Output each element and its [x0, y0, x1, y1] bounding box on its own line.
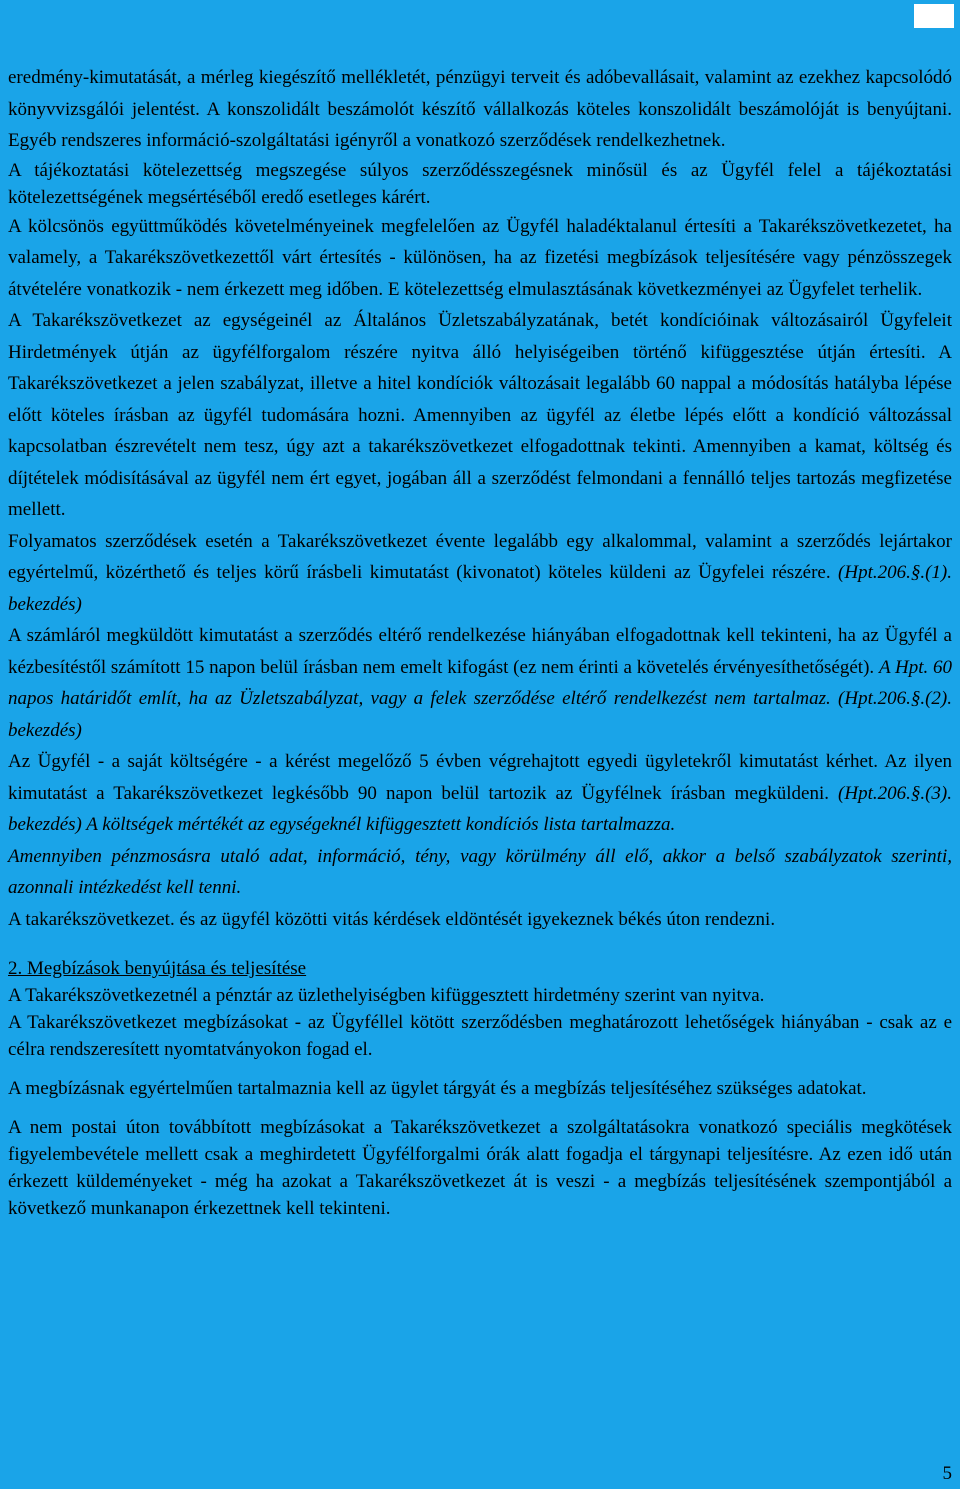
- page-number: 5: [942, 1463, 952, 1484]
- section-spacer: [8, 935, 952, 955]
- corner-marker-box: [914, 4, 954, 28]
- paragraph-client-cost-statement: [8, 746, 952, 841]
- paragraph-money-laundering: Amennyiben pénzmosásra utaló adat, információ, tény, vagy körülmény áll elő, akkor a belső szabályzatok szerinti, azonnali intézkedést kell tenni.: [8, 845, 952, 898]
- client-cost-note: (Hpt.206.§.(3). bekezdés) A költségek mértékét az egységeknél kifüggesztett kondíciós lista tartalmazza.: [8, 782, 952, 835]
- paragraph-order-timing: A nem postai úton továbbított megbízásokat a Takarékszövetkezet a szolgáltatásokra vonatkozó speciális megkötések figyelembevétele mellett csak a meghirdetett Ügyfélforgalmi órák alatt fogadja el tárgynapi teljesítésre. Az ezen idő után érkezett küldeményeket - még ha azokat a Takarékszövetkezet át is veszi - a megbízás teljesítésének szempontjából a következő munkanapon érkezettnek kell tekinteni.: [8, 1117, 952, 1219]
- paragraph-account-statement: [8, 620, 952, 746]
- paragraph-dispute-resolution: A takarékszövetkezet. és az ügyfél közötti vitás kérdések eldöntését igyekeznek békés úton rendezni.: [8, 908, 776, 930]
- paragraph-reporting-obligations: eredmény-kimutatását, a mérleg kiegészítő mellékletét, pénzügyi terveit és adóbevallásait, valamint az ezekhez kapcsolódó könyvvizsgálói jelentést. A konszolidált beszámolót készítő vállalkozás köteles konszolidált beszámolóját is benyújtani. Egyéb rendszeres információ-szolgáltatási igényről a vonatkozó szerződések rendelkezhetnek.: [8, 67, 952, 151]
- paragraph-spacer: [8, 1102, 952, 1114]
- account-statement-text: A számláról megküldött kimutatást a szerződés eltérő rendelkezése hiányában elfogadottnak kell tekinteni, ha az Ügyfél a kézbesítéstől számított 15 napon belül írásban nem emelt kifogást (ez nem érinti a követelés érvényesíthetőségét).: [8, 625, 952, 678]
- paragraph-continuous-contracts: [8, 526, 952, 621]
- paragraph-information-breach: A tájékoztatási kötelezettség megszegése súlyos szerződésszegésnek minősül és az Ügyfél felel a tájékoztatási kötelezettségének megsértéséből eredő esetleges kárért.: [8, 159, 952, 208]
- account-statement-note: A Hpt. 60 napos határidőt említ, ha az Üzletszabályzat, vagy a felek szerződése eltérő rendelkezést nem tartalmaz. (Hpt.206.§.(2). bekezdés): [8, 656, 952, 741]
- paragraph-condition-changes: A Takarékszövetkezet az egységeinél az Általános Üzletszabályzatának, betét kondícióinak változásairól Ügyfeleit Hirdetmények útján az ügyfélforgalom részére nyitva álló helyiségeiben történő kifüggesztése útján értesíti. A Takarékszövetkezet a jelen szabályzat, illetve a hitel kondíciók változásait legalább 60 nappal a módosítás hatályba lépése előtt köteles írásban az ügyfél tudomására hozni. Amennyiben az ügyfél az életbe lépés előtt a kondíció változással kapcsolatban észrevételt nem tesz, úgy azt a takarékszövetkezet elfogadottnak tekinti. Amennyiben a kamat, költség és díjtételek módisításával az ügyfél nem ért egyet, jogában áll a szerződést felmondani a fennálló teljes tartozás megfizetése mellett.: [8, 310, 952, 520]
- section-heading-orders: 2. Megbízások benyújtása és teljesítése: [8, 958, 307, 979]
- paragraph-cooperation: A kölcsönös együttműködés követelményeinek megfelelően az Ügyfél haladéktalanul értesíti a Takarékszövetkezetet, ha valamely, a Takarékszövetkezettől várt értesítés - különösen, ha az fizetési megbízások teljesítésére vagy pénzösszegek átvételére vonatkozik - nem érkezett meg időben. E kötelezettség elmulasztásának következményei az Ügyfelet terhelik.: [8, 215, 952, 300]
- continuous-contracts-text: Folyamatos szerződések esetén a Takarékszövetkezet évente legalább egy alkalommal, valamint a szerződés lejártakor egyértelmű, közérthető és teljes körű írásbeli kimutatást (kivonatot) köteles küldeni az Ügyfelei részére.: [8, 530, 952, 583]
- paragraph-cashier-hours: A Takarékszövetkezetnél a pénztár az üzlethelyiségben kifüggesztett hirdetmény szerint van nyitva.: [8, 985, 765, 1006]
- paragraph-order-content: A megbízásnak egyértelműen tartalmaznia kell az ügylet tárgyát és a megbízás teljesítéséhez szükséges adatokat.: [8, 1078, 867, 1099]
- paragraph-order-forms: A Takarékszövetkezet megbízásokat - az Ügyféllel kötött szerződésben meghatározott lehetőségek hiányában - csak az e célra rendszeresített nyomtatványokon fogad el.: [8, 1012, 952, 1060]
- continuous-contracts-reference: (Hpt.206.§.(1). bekezdés): [8, 562, 952, 615]
- client-cost-text: Az Ügyfél - a saját költségére - a kérést megelőző 5 évben végrehajtott egyedi ügyletekről kimutatást kérhet. Az ilyen kimutatást a Takarékszövetkezet legkésőbb 90 napon belül tartozik az Ügyfélnek írásban megküldeni.: [8, 751, 952, 804]
- paragraph-spacer: [8, 1063, 952, 1075]
- document-body: [8, 62, 952, 1222]
